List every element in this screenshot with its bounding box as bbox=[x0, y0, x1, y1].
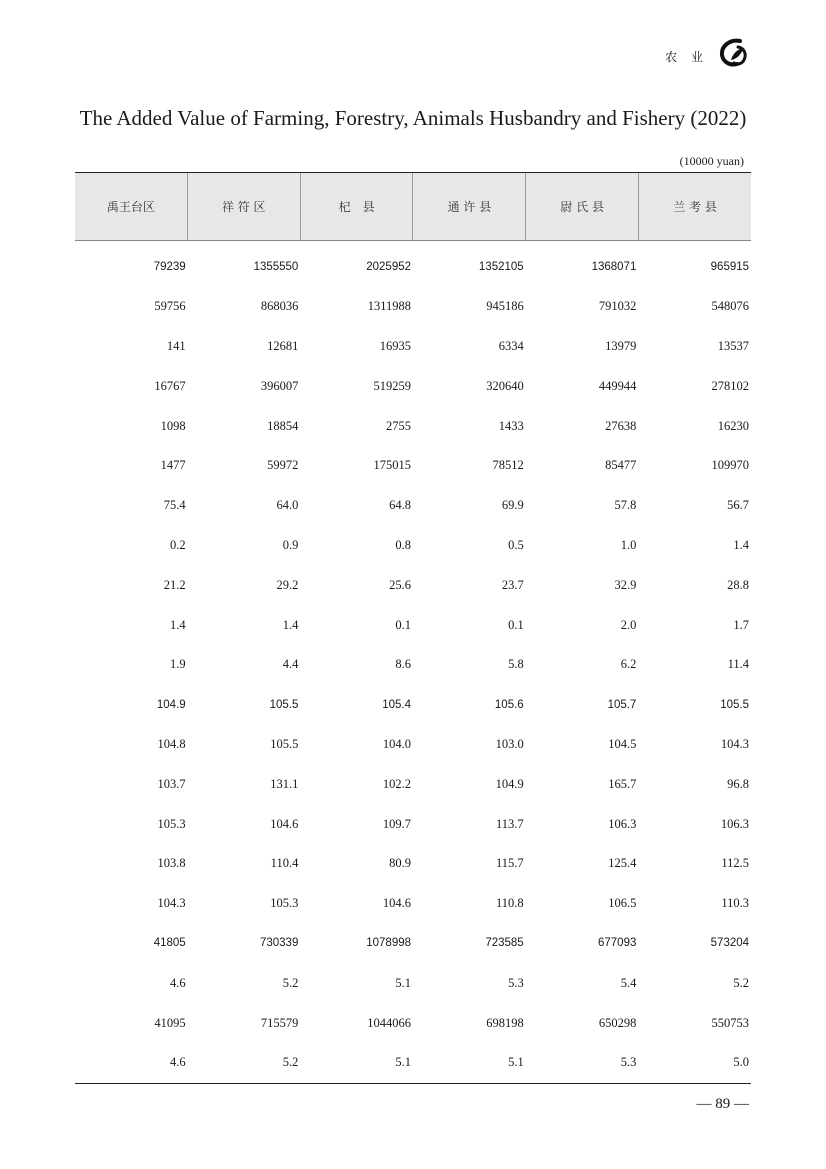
table-cell: 1433 bbox=[498, 418, 524, 433]
column-header: 祥 符 区 bbox=[187, 173, 300, 240]
unit-label: (10000 yuan) bbox=[679, 154, 744, 168]
table-cell: 4.6 bbox=[170, 1055, 186, 1070]
table-cell: 105.6 bbox=[494, 698, 524, 711]
table-cell: 32.9 bbox=[614, 577, 637, 592]
table-cell: 1477 bbox=[160, 458, 186, 473]
table-cell: 1368071 bbox=[591, 260, 637, 273]
column-header: 尉 氏 县 bbox=[525, 173, 638, 240]
table-cell: 59972 bbox=[267, 458, 299, 473]
table-row bbox=[75, 287, 751, 327]
table-cell: 105.5 bbox=[269, 698, 299, 711]
table-row bbox=[75, 884, 751, 924]
table-cell: 141 bbox=[166, 338, 186, 353]
table-cell: 13979 bbox=[605, 338, 637, 353]
table-cell: 41095 bbox=[154, 1015, 186, 1030]
table-cell: 1352105 bbox=[478, 260, 524, 273]
table-cell: 104.8 bbox=[157, 736, 186, 751]
table-row bbox=[75, 327, 751, 367]
agriculture-logo-icon bbox=[716, 38, 750, 68]
table-cell: 5.3 bbox=[620, 1055, 637, 1070]
table-cell: 104.9 bbox=[495, 776, 524, 791]
table-cell: 5.4 bbox=[620, 975, 637, 990]
table-cell: 550753 bbox=[711, 1015, 750, 1030]
column-header: 兰 考 县 bbox=[638, 173, 751, 240]
table-row bbox=[75, 605, 751, 645]
table-row bbox=[75, 486, 751, 526]
table-cell: 8.6 bbox=[395, 657, 412, 672]
table-cell: 650298 bbox=[598, 1015, 637, 1030]
table-cell: 449944 bbox=[598, 378, 637, 393]
table-cell: 105.5 bbox=[720, 698, 750, 711]
table-cell: 104.6 bbox=[382, 896, 412, 911]
table-cell: 1.4 bbox=[170, 617, 186, 632]
table-cell: 1355550 bbox=[253, 260, 299, 273]
table-cell: 125.4 bbox=[608, 856, 637, 871]
table-cell: 0.1 bbox=[508, 617, 524, 632]
table-cell: 5.2 bbox=[282, 975, 299, 990]
table-cell: 28.8 bbox=[727, 577, 750, 592]
table-cell: 57.8 bbox=[614, 498, 637, 513]
table-cell: 5.8 bbox=[508, 657, 524, 672]
table-cell: 80.9 bbox=[389, 856, 412, 871]
table-cell: 18854 bbox=[267, 418, 299, 433]
table-cell: 104.9 bbox=[156, 698, 186, 711]
table-cell: 96.8 bbox=[727, 776, 750, 791]
table-cell: 11.4 bbox=[727, 657, 750, 672]
table-cell: 103.7 bbox=[157, 776, 186, 791]
table-cell: 6334 bbox=[498, 338, 524, 353]
table-cell: 965915 bbox=[710, 260, 750, 273]
table-cell: 21.2 bbox=[163, 577, 186, 592]
table-cell: 165.7 bbox=[608, 776, 637, 791]
table-row bbox=[75, 804, 751, 844]
table-cell: 945186 bbox=[486, 299, 524, 314]
table-cell: 5.2 bbox=[282, 1055, 299, 1070]
table-cell: 109970 bbox=[711, 458, 750, 473]
table-cell: 110.3 bbox=[721, 896, 750, 911]
table-cell: 519259 bbox=[373, 378, 412, 393]
table-cell: 102.2 bbox=[382, 776, 412, 791]
table-cell: 115.7 bbox=[496, 856, 524, 871]
column-header: 通 许 县 bbox=[412, 173, 525, 240]
table-cell: 105.3 bbox=[270, 896, 299, 911]
table-cell: 715579 bbox=[260, 1015, 299, 1030]
table-cell: 13537 bbox=[717, 338, 750, 353]
table-cell: 106.5 bbox=[608, 896, 637, 911]
table-cell: 791032 bbox=[598, 299, 637, 314]
table-cell: 64.8 bbox=[389, 498, 412, 513]
table-header bbox=[75, 172, 751, 241]
table-cell: 5.1 bbox=[395, 975, 412, 990]
table-cell: 56.7 bbox=[727, 498, 750, 513]
table-cell: 1.9 bbox=[170, 657, 186, 672]
table-cell: 677093 bbox=[597, 937, 637, 950]
table-cell: 175015 bbox=[373, 458, 412, 473]
table-row bbox=[75, 446, 751, 486]
table-cell: 78512 bbox=[492, 458, 524, 473]
column-header: 杞 县 bbox=[300, 173, 413, 240]
table-cell: 106.3 bbox=[720, 816, 750, 831]
table-cell: 868036 bbox=[260, 299, 299, 314]
table-cell: 1311988 bbox=[367, 299, 412, 314]
table-cell: 69.9 bbox=[501, 498, 524, 513]
column-header: 禹王台区 bbox=[106, 200, 155, 214]
table-cell: 105.5 bbox=[270, 736, 299, 751]
table-row bbox=[75, 1003, 751, 1043]
table-cell: 79239 bbox=[153, 260, 186, 273]
table-title: The Added Value of Farming, Forestry, Animals Husbandry and Fishery (2022) bbox=[79, 106, 747, 130]
table-cell: 1.7 bbox=[733, 617, 750, 632]
table-cell: 548076 bbox=[711, 299, 750, 314]
table-cell: 5.2 bbox=[733, 975, 750, 990]
table-cell: 1044066 bbox=[367, 1015, 412, 1030]
table-cell: 0.1 bbox=[395, 617, 412, 632]
table-cell: 109.7 bbox=[382, 816, 412, 831]
table-cell: 105.3 bbox=[157, 816, 186, 831]
table-row bbox=[75, 247, 751, 287]
table-cell: 16935 bbox=[379, 338, 412, 353]
table-cell: 0.8 bbox=[395, 537, 412, 552]
table-cell: 4.6 bbox=[170, 975, 186, 990]
table-cell: 104.5 bbox=[608, 736, 637, 751]
table-cell: 103.8 bbox=[157, 856, 186, 871]
table-cell: 723585 bbox=[485, 937, 524, 950]
table-cell: 113.7 bbox=[496, 816, 524, 831]
table-cell: 1.4 bbox=[282, 617, 299, 632]
table-cell: 103.0 bbox=[495, 736, 524, 751]
table-row bbox=[75, 565, 751, 605]
section-label: 农 业 bbox=[665, 49, 708, 64]
table-cell: 730339 bbox=[259, 937, 299, 950]
table-row bbox=[75, 685, 751, 725]
table-cell: 2755 bbox=[386, 418, 412, 433]
table-cell: 1.4 bbox=[733, 537, 750, 552]
table-row bbox=[75, 526, 751, 566]
table-row bbox=[75, 366, 751, 406]
table-cell: 131.1 bbox=[270, 776, 299, 791]
table-cell: 1098 bbox=[160, 418, 186, 433]
table-cell: 1.0 bbox=[620, 537, 637, 552]
table-cell: 16230 bbox=[717, 418, 750, 433]
table-row bbox=[75, 406, 751, 446]
table-cell: 59756 bbox=[154, 299, 186, 314]
table-row bbox=[75, 924, 751, 964]
table-row bbox=[75, 1043, 751, 1083]
table-cell: 16767 bbox=[154, 378, 186, 393]
table-cell: 0.2 bbox=[170, 537, 186, 552]
table-body bbox=[75, 241, 751, 1084]
table-cell: 5.1 bbox=[395, 1055, 412, 1070]
table-cell: 105.7 bbox=[607, 698, 637, 711]
table-cell: 85477 bbox=[605, 458, 637, 473]
table-cell: 698198 bbox=[486, 1015, 524, 1030]
table-row bbox=[75, 725, 751, 765]
table-cell: 0.9 bbox=[282, 537, 299, 552]
table-cell: 112.5 bbox=[721, 856, 750, 871]
table-cell: 110.4 bbox=[270, 856, 299, 871]
table-cell: 0.5 bbox=[508, 537, 524, 552]
table-row bbox=[75, 844, 751, 884]
page-number: — 89 — bbox=[696, 1096, 749, 1112]
data-table bbox=[75, 172, 751, 1084]
table-cell: 1078998 bbox=[366, 937, 412, 950]
page-header bbox=[665, 38, 750, 68]
table-cell: 5.3 bbox=[508, 975, 524, 990]
table-cell: 106.3 bbox=[608, 816, 637, 831]
table-cell: 29.2 bbox=[276, 577, 299, 592]
table-row bbox=[75, 764, 751, 804]
table-cell: 104.3 bbox=[720, 736, 750, 751]
table-cell: 64.0 bbox=[276, 498, 299, 513]
table-cell: 2.0 bbox=[620, 617, 637, 632]
table-cell: 27638 bbox=[605, 418, 637, 433]
table-cell: 278102 bbox=[711, 378, 750, 393]
table-row bbox=[75, 645, 751, 685]
table-cell: 573204 bbox=[710, 937, 750, 950]
table-cell: 104.0 bbox=[382, 736, 412, 751]
table-cell: 2025952 bbox=[366, 260, 412, 273]
table-row bbox=[75, 963, 751, 1003]
table-cell: 110.8 bbox=[496, 896, 524, 911]
table-cell: 25.6 bbox=[389, 577, 412, 592]
table-cell: 23.7 bbox=[501, 577, 524, 592]
table-cell: 6.2 bbox=[620, 657, 637, 672]
table-cell: 105.4 bbox=[382, 698, 412, 711]
table-cell: 75.4 bbox=[163, 498, 186, 513]
table-cell: 4.4 bbox=[282, 657, 299, 672]
table-cell: 5.1 bbox=[508, 1055, 524, 1070]
table-cell: 320640 bbox=[486, 378, 524, 393]
table-cell: 104.6 bbox=[270, 816, 299, 831]
table-cell: 41805 bbox=[153, 937, 186, 950]
table-cell: 12681 bbox=[267, 338, 299, 353]
table-cell: 5.0 bbox=[733, 1055, 750, 1070]
table-cell: 104.3 bbox=[157, 896, 186, 911]
table-cell: 396007 bbox=[260, 378, 299, 393]
